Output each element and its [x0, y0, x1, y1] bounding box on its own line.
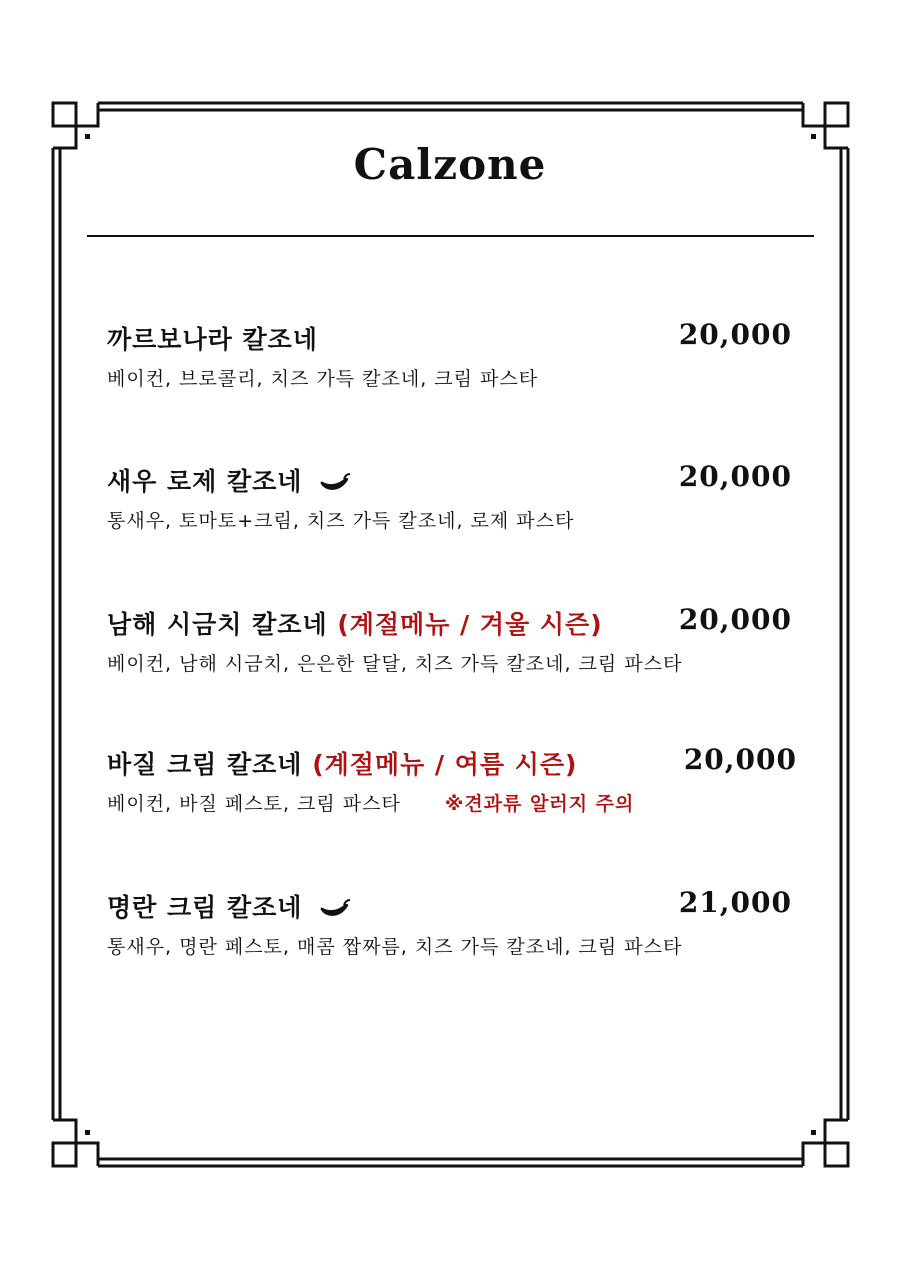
menu-item-description: 통새우, 토마토+크림, 치즈 가득 칼조네, 로제 파스타 — [107, 510, 575, 532]
menu-item-name: 새우 로제 칼조네 — [107, 467, 303, 496]
menu-item-name: 바질 크림 칼조네 — [107, 750, 303, 779]
chili-pepper-icon — [318, 898, 352, 920]
menu-item-price: 20,000 — [678, 318, 792, 351]
menu-item-name: 남해 시금치 칼조네 — [107, 610, 328, 639]
corner-ornament-bottom-right — [803, 1120, 848, 1166]
menu-item-price: 21,000 — [678, 886, 792, 919]
allergy-warning: ※견과류 알러지 주의 — [444, 793, 635, 815]
title-divider — [87, 235, 814, 237]
menu-item-price: 20,000 — [683, 743, 797, 776]
menu-item-name: 명란 크림 칼조네 — [107, 893, 303, 922]
menu-item-description: 통새우, 명란 페스토, 매콤 짭짜름, 치즈 가득 칼조네, 크림 파스타 — [107, 936, 683, 958]
menu-title: Calzone — [353, 140, 547, 189]
chili-pepper-icon — [318, 472, 352, 494]
menu-item-name-row — [107, 462, 352, 498]
menu-item-description: 베이컨, 브로콜리, 치즈 가득 칼조네, 크림 파스타 — [107, 368, 539, 390]
menu-item-name-row — [107, 605, 603, 641]
menu-item-season: (계절메뉴 / 여름 시즌) — [312, 750, 578, 779]
menu-item-description-row — [107, 789, 634, 816]
menu-item-description: 베이컨, 남해 시금치, 은은한 달달, 치즈 가득 칼조네, 크림 파스타 — [107, 653, 683, 675]
menu-item-name-row — [107, 745, 577, 781]
menu-item-name-row — [107, 320, 318, 356]
corner-ornament-bottom-left — [53, 1120, 98, 1166]
menu-item-price: 20,000 — [678, 460, 792, 493]
menu-item-name: 까르보나라 칼조네 — [107, 325, 318, 354]
menu-item-season: (계절메뉴 / 겨울 시즌) — [337, 610, 603, 639]
menu-item-price: 20,000 — [678, 603, 792, 636]
menu-item-name-row — [107, 888, 352, 924]
menu-item-description: 베이컨, 바질 페스토, 크림 파스타 — [107, 793, 401, 815]
